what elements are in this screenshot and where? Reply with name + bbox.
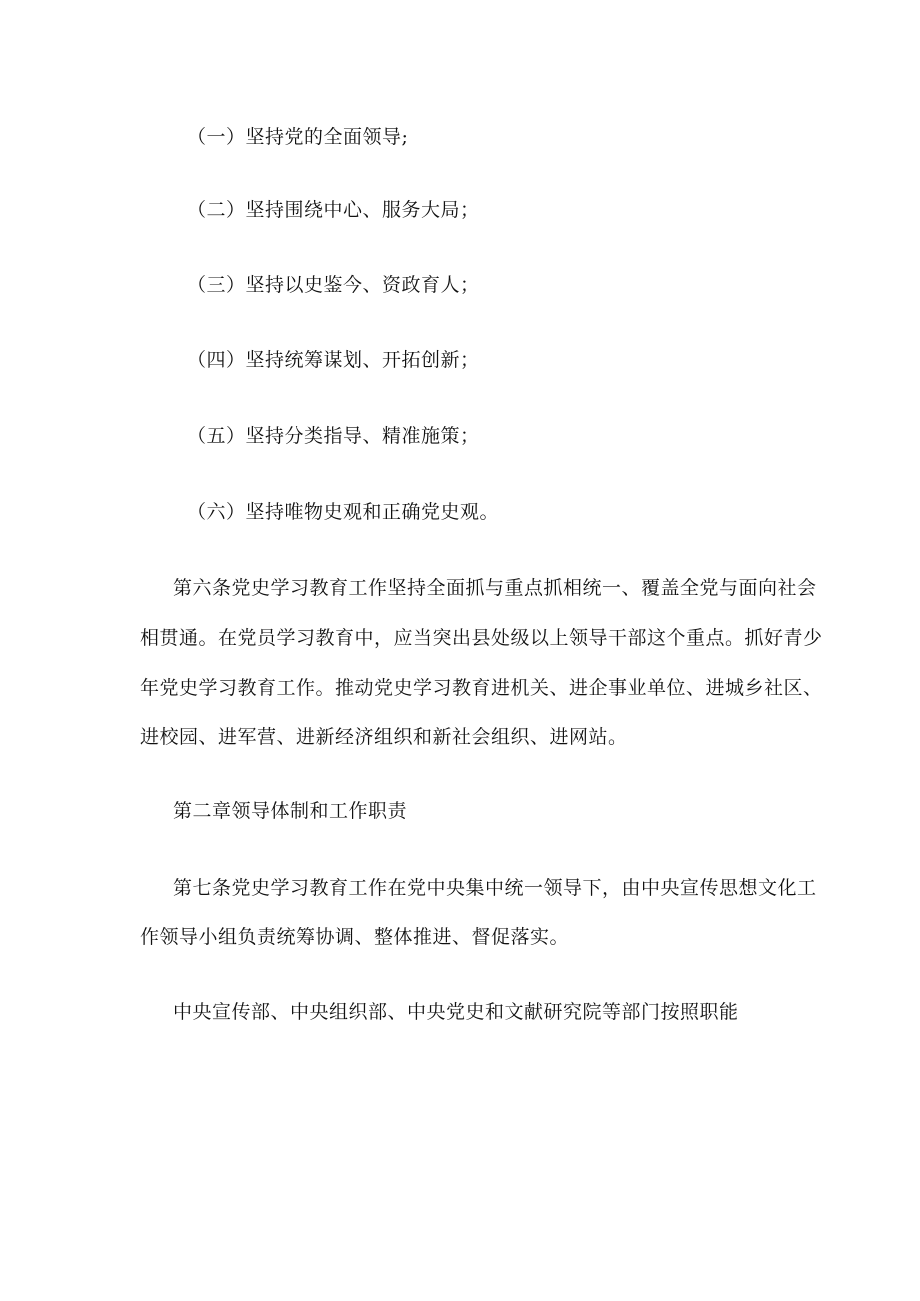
principle-item-4: （四）坚持统筹谋划、开拓创新； (187, 349, 480, 371)
article7-line-2: 作领导小组负责统筹协调、整体推进、督促落实。 (140, 926, 570, 948)
article6-line-4: 进校园、进军营、进新经济组织和新社会组织、进网站。 (140, 726, 628, 748)
principle-item-3: （三）坚持以史鉴今、资政育人； (187, 274, 480, 296)
article6-line-1: 第六条党史学习教育工作坚持全面抓与重点抓相统一、覆盖全党与面向社会 (173, 577, 817, 599)
departments-paragraph: 中央宣传部、中央组织部、中央党史和文献研究院等部门按照职能 (173, 1001, 739, 1023)
article6-line-3: 年党史学习教育工作。推动党史学习教育进机关、进企事业单位、进城乡社区、 (140, 677, 823, 699)
article6-line-2: 相贯通。在党员学习教育中，应当突出县处级以上领导干部这个重点。抓好青少 (140, 627, 823, 649)
principle-item-6: （六）坚持唯物史观和正确党史观。 (187, 501, 500, 523)
principle-item-5: （五）坚持分类指导、精准施策； (187, 425, 480, 447)
principle-item-2: （二）坚持围绕中心、服务大局； (187, 199, 480, 221)
principle-item-1: （一）坚持党的全面领导; (187, 126, 409, 148)
article7-line-1: 第七条党史学习教育工作在党中央集中统一领导下，由中央宣传思想文化工 (173, 877, 817, 899)
chapter2-heading: 第二章领导体制和工作职责 (173, 800, 408, 822)
